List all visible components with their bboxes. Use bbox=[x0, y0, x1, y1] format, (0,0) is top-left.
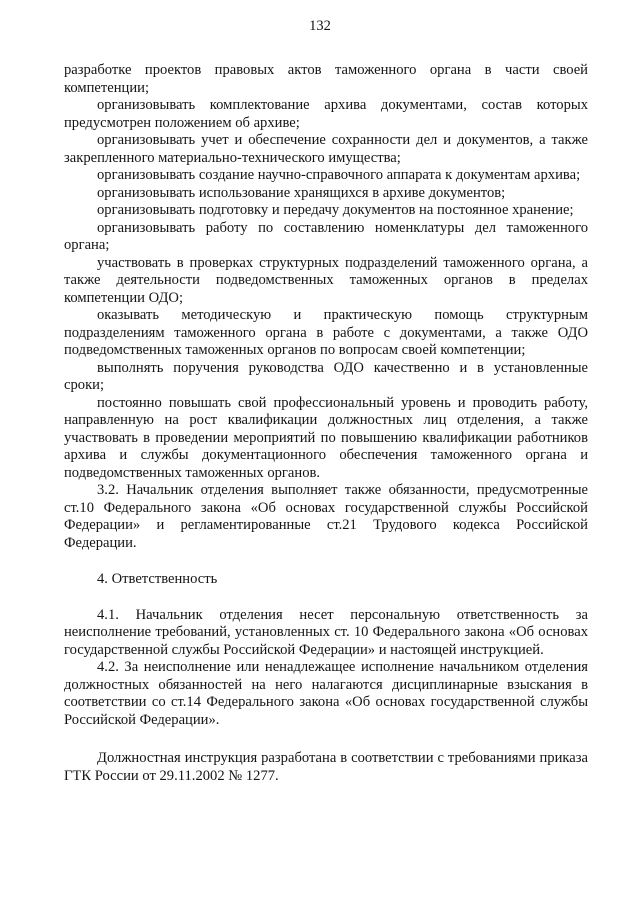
duty-item: разработке проектов правовых актов таможенного органа в части своей компетенции; bbox=[64, 62, 588, 96]
page-number: 132 bbox=[309, 18, 331, 34]
duty-item: выполнять поручения руководства ОДО качественно и в установленные сроки; bbox=[64, 359, 588, 393]
clause-3-2: 3.2. Начальник отделения выполняет также обязанности, предусмотренные ст.10 Федерального закона «Об основах государственной службы Российской Федерации» и регламентированные ст.21 Трудового кодекса Российской Федерации. bbox=[64, 482, 588, 551]
duty-item: организовывать комплектование архива документами, состав которых предусмотрен положением об архиве; bbox=[64, 97, 588, 131]
clause-4-2: 4.2. За неисполнение или ненадлежащее исполнение начальником отделения должностных обязанностей на него налагаются дисциплинарные взыскания в соответствии со ст.14 Федерального закона «Об основах государственной службы Российской Федерации». bbox=[64, 659, 588, 728]
duty-item: организовывать подготовку и передачу документов на постоянное хранение; bbox=[97, 202, 574, 218]
duty-item: организовывать учет и обеспечение сохранности дел и документов, а также закрепленного материально-технического имущества; bbox=[64, 132, 588, 166]
duty-item: организовывать использование хранящихся в архиве документов; bbox=[97, 184, 506, 201]
duty-item: постоянно повышать свой профессиональный уровень и проводить работу, направленную на рост квалификации должностных лиц отделения, а также участвовать в проведении мероприятий по повышению квалификации работников архива и службы документационного обеспечения таможенного органа и подведомственных таможенных органов. bbox=[64, 394, 588, 481]
duty-item: участвовать в проверках структурных подразделений таможенного органа, а также деятельности подведомственных таможенных органов в пределах компетенции ОДО; bbox=[64, 254, 588, 306]
duty-item: организовывать создание научно-справочного аппарата к документам архива; bbox=[97, 167, 581, 183]
duty-item: оказывать методическую и практическую помощь структурным подразделениям таможенного органа в работе с документами, а также ОДО подведомственных таможенных органов по вопросам своей компетенции; bbox=[64, 307, 588, 358]
duty-item: организовывать работу по составлению номенклатуры дел таможенного органа; bbox=[64, 219, 588, 253]
document-body bbox=[64, 62, 588, 785]
closing-paragraph: Должностная инструкция разработана в соответствии с требованиями приказа ГТК России от 29.11.2002 № 1277. bbox=[64, 750, 588, 784]
section-heading-responsibility: 4. Ответственность bbox=[97, 571, 218, 587]
clause-4-1: 4.1. Начальник отделения несет персональную ответственность за неисполнение требований, установленных ст. 10 Федерального закона «Об основах государственной службы Российской Федерации» и настоящей инструкцией. bbox=[64, 606, 588, 658]
